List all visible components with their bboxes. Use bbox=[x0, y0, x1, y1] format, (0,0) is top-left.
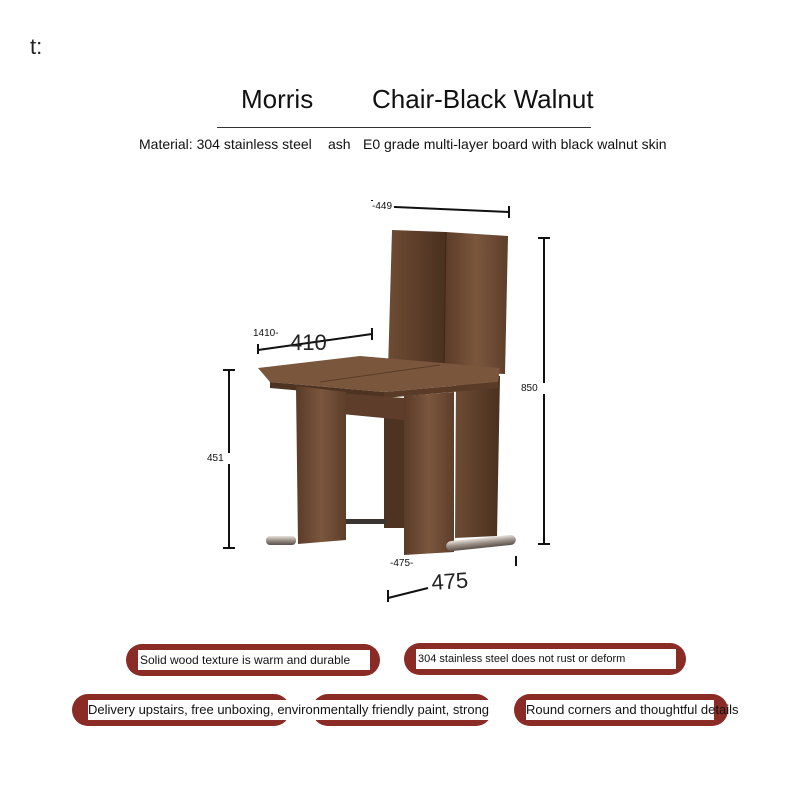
title-part-1: Morris bbox=[241, 84, 314, 114]
material-label: Material: 304 stainless steel bbox=[139, 136, 312, 152]
base-width-large-number: 475 bbox=[430, 567, 469, 595]
feature-tag-1-text: Solid wood texture is warm and durable bbox=[138, 650, 370, 670]
chair-back bbox=[388, 230, 508, 374]
rear-stretcher bbox=[346, 519, 386, 524]
dim-seat-height: 451 bbox=[207, 453, 238, 464]
dim-seat-depth: 1410- bbox=[253, 328, 279, 339]
dim-top-width: -449 bbox=[372, 201, 393, 212]
feature-tag-4-text: Round corners and thoughtful details bbox=[526, 700, 714, 720]
feature-tag-1 bbox=[126, 644, 380, 676]
material-board: E0 grade multi-layer board with black walnut skin bbox=[363, 136, 667, 152]
dim-total-height: 850 bbox=[521, 383, 556, 394]
chair-front-left-leg bbox=[296, 386, 346, 544]
dim-base-width: -475- bbox=[390, 558, 414, 569]
feature-tag-2-text: 304 stainless steel does not rust or deform bbox=[416, 649, 676, 669]
corner-mark: t: bbox=[30, 34, 43, 59]
title-part-2: Chair-Black Walnut bbox=[372, 84, 594, 114]
material-ash: ash bbox=[328, 136, 351, 152]
feature-tag-3-text: Delivery upstairs, free unboxing, environmentally friendly paint, strong bbox=[88, 700, 528, 720]
steel-foot-left bbox=[266, 536, 296, 545]
feature-tag-2 bbox=[404, 643, 686, 675]
chair-front-right-leg bbox=[404, 392, 454, 555]
seat-depth-large-number: 410 bbox=[290, 330, 327, 355]
